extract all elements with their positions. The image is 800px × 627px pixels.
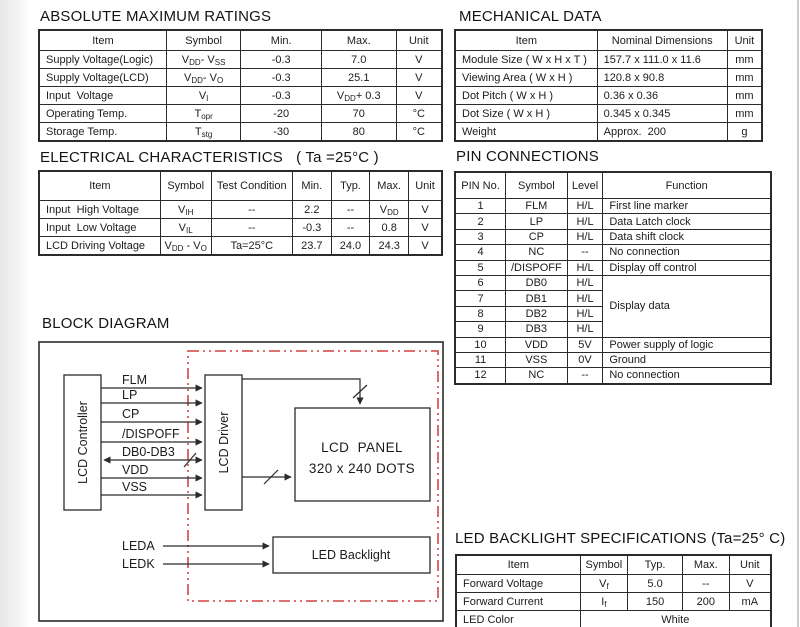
table-cell: -- [567, 245, 603, 260]
table-cell: Data shift clock [603, 229, 771, 244]
table-cell: First line marker [603, 199, 771, 214]
table-cell: -- [211, 219, 292, 237]
table-cell: 80 [321, 123, 396, 142]
pin-connections-table [454, 171, 772, 385]
column-header: Symbol [580, 555, 628, 575]
table-cell: 4 [455, 245, 506, 260]
table-cell: Ground [603, 352, 771, 367]
table-cell: Supply Voltage(Logic) [39, 51, 166, 69]
table-cell: $T_{opr}$ [166, 105, 241, 123]
mechanical-data-table [454, 29, 763, 142]
table-cell: 10 [455, 337, 506, 352]
section-title-pin-connections: PIN CONNECTIONS [456, 148, 600, 165]
table-cell: 11 [455, 352, 506, 367]
table-cell: Data Latch clock [603, 214, 771, 229]
table-cell: $V_{DD}-$ $V_O$ [166, 69, 241, 87]
table-cell: -0.3 [241, 69, 322, 87]
column-header: Level [567, 172, 603, 199]
table-row [455, 275, 771, 290]
table-row [455, 105, 762, 123]
block-diagram [38, 341, 444, 622]
table-cell: White [580, 611, 771, 627]
table-row [455, 199, 771, 214]
column-header: Min. [241, 30, 322, 51]
table-cell: V [409, 237, 442, 256]
table-cell: 70 [321, 105, 396, 123]
table-cell: 0.8 [370, 219, 409, 237]
led-backlight-specifications-table [455, 554, 772, 627]
table-row [455, 69, 762, 87]
table-cell: 6 [455, 275, 506, 290]
table-cell: Dot Pitch ( W x H ) [455, 87, 597, 105]
table-cell: Forward Voltage [456, 575, 580, 593]
table-cell: H/L [567, 260, 603, 275]
column-header: Nominal Dimensions [597, 30, 727, 51]
column-header: Unit [729, 555, 771, 575]
table-cell: DB1 [506, 291, 568, 306]
column-header: PIN No. [455, 172, 506, 199]
column-header: Symbol [166, 30, 241, 51]
table-cell: Dot Size ( W x H ) [455, 105, 597, 123]
table-row [455, 352, 771, 367]
table-cell: -- [567, 368, 603, 384]
signal-label-cp: CP [122, 407, 140, 421]
table-row [39, 237, 442, 256]
table-cell: NC [506, 368, 568, 384]
table-cell: -- [211, 201, 292, 219]
table-cell: Display off control [603, 260, 771, 275]
table-cell: $V_{IL}$ [160, 219, 211, 237]
column-header: Test Condition [211, 171, 292, 201]
table-cell: DB2 [506, 306, 568, 321]
table-cell: No connection [603, 368, 771, 384]
table-cell: LP [506, 214, 568, 229]
led-backlight-label: LED Backlight [311, 548, 391, 562]
column-header: Max. [682, 555, 729, 575]
table-cell: Approx. 200 [597, 123, 727, 142]
table-cell: Input High Voltage [39, 201, 160, 219]
signal-label-vdd: VDD [122, 463, 149, 477]
table-cell: mm [727, 87, 762, 105]
table-cell: 0.345 x 0.345 [597, 105, 727, 123]
table-cell: 120.8 x 90.8 [597, 69, 727, 87]
column-header: Symbol [160, 171, 211, 201]
scan-left-gutter [0, 0, 30, 627]
table-cell: FLM [506, 199, 568, 214]
table-cell: V [396, 51, 442, 69]
table-cell: Supply Voltage(LCD) [39, 69, 166, 87]
table-cell: 9 [455, 322, 506, 337]
table-cell: Storage Temp. [39, 123, 166, 142]
signal-label-flm: FLM [122, 373, 147, 387]
table-cell: H/L [567, 214, 603, 229]
table-cell: mA [729, 593, 771, 611]
module-outer-border [39, 342, 443, 621]
section-title-led-backlight-specifications: LED BACKLIGHT SPECIFICATIONS (Ta=25° C) [455, 530, 786, 547]
table-row [39, 123, 442, 142]
table-cell: °C [396, 123, 442, 142]
table-cell: $V_{DD}-$ $V_{SS}$ [166, 51, 241, 69]
table-cell: $V_{IH}$ [160, 201, 211, 219]
table-cell: 200 [682, 593, 729, 611]
table-cell: $V_{DD}+ 0.3$ [321, 87, 396, 105]
table-cell: 12 [455, 368, 506, 384]
table-cell: g [727, 123, 762, 142]
table-cell: /DISPOFF [506, 260, 568, 275]
column-header: Item [455, 30, 597, 51]
table-cell: Forward Current [456, 593, 580, 611]
table-cell: VSS [506, 352, 568, 367]
table-cell: 24.0 [331, 237, 370, 256]
column-header: Unit [396, 30, 442, 51]
table-row [39, 219, 442, 237]
column-header: Item [456, 555, 580, 575]
table-cell: 7.0 [321, 51, 396, 69]
table-cell: V [409, 201, 442, 219]
table-cell: $V_I$ [166, 87, 241, 105]
table-cell: 7 [455, 291, 506, 306]
column-header: Max. [370, 171, 409, 201]
table-cell: 23.7 [292, 237, 331, 256]
driver-to-panel-top-line [242, 379, 360, 404]
lcd-panel-label: LCD PANEL [321, 440, 403, 455]
table-cell: 1 [455, 199, 506, 214]
section-title-mechanical-data: MECHANICAL DATA [459, 8, 602, 25]
table-cell: V [409, 219, 442, 237]
table-row [455, 260, 771, 275]
column-header: Unit [727, 30, 762, 51]
table-cell: 0V [567, 352, 603, 367]
table-cell: mm [727, 105, 762, 123]
absolute-maximum-ratings-table [38, 29, 443, 142]
table-cell: V [729, 575, 771, 593]
table-cell: $T_{stg}$ [166, 123, 241, 142]
table-row [456, 575, 771, 593]
table-cell: Weight [455, 123, 597, 142]
table-cell: 3 [455, 229, 506, 244]
table-cell: 0.36 x 0.36 [597, 87, 727, 105]
signal-label-leda: LEDA [122, 539, 155, 553]
column-header: Symbol [506, 172, 568, 199]
electrical-characteristics-table [38, 170, 443, 256]
table-cell: °C [396, 105, 442, 123]
column-header: Min. [292, 171, 331, 201]
table-cell: Module Size ( W x H x T ) [455, 51, 597, 69]
table-cell: Display data [603, 275, 771, 337]
table-row [455, 123, 762, 142]
table-cell: Input Voltage [39, 87, 166, 105]
section-title-electrical-characteristics: ELECTRICAL CHARACTERISTICS ( Ta =25°C ) [40, 149, 379, 166]
column-header: Item [39, 171, 160, 201]
lcd-driver-label: LCD Driver [217, 411, 231, 474]
table-cell: $V_{DD} - V_O$ [160, 237, 211, 256]
table-cell: mm [727, 51, 762, 69]
table-cell: Input Low Voltage [39, 219, 160, 237]
table-cell: Viewing Area ( W x H ) [455, 69, 597, 87]
table-cell: 25.1 [321, 69, 396, 87]
column-header: Typ. [628, 555, 683, 575]
signal-label-vss: VSS [122, 480, 148, 494]
signal-label-lp: LP [122, 388, 138, 402]
table-row [455, 368, 771, 384]
table-cell: V [396, 69, 442, 87]
table-row [39, 201, 442, 219]
table-cell: 5 [455, 260, 506, 275]
table-cell: 5.0 [628, 575, 683, 593]
column-header: Typ. [331, 171, 370, 201]
section-title-absolute-maximum-ratings: ABSOLUTE MAXIMUM RATINGS [40, 8, 272, 25]
table-row [455, 87, 762, 105]
signal-label-dispoff: /DISPOFF [122, 427, 180, 441]
table-cell: $V_{DD}$ [370, 201, 409, 219]
table-cell: Ta=25°C [211, 237, 292, 256]
table-cell: 8 [455, 306, 506, 321]
lcd-controller-label: LCD Controller [76, 401, 90, 484]
table-cell: -- [682, 575, 729, 593]
table-cell: H/L [567, 275, 603, 290]
table-row [455, 337, 771, 352]
table-cell: -0.3 [241, 87, 322, 105]
table-cell: -- [331, 219, 370, 237]
table-cell: H/L [567, 322, 603, 337]
table-cell: mm [727, 69, 762, 87]
table-cell: No connection [603, 245, 771, 260]
table-row [455, 214, 771, 229]
table-cell: LED Color [456, 611, 580, 627]
table-row [39, 69, 442, 87]
table-cell: H/L [567, 306, 603, 321]
signal-label-ledk: LEDK [122, 557, 155, 571]
table-row [455, 229, 771, 244]
table-cell: -- [331, 201, 370, 219]
lcd-panel-resolution: 320 x 240 DOTS [308, 461, 416, 476]
section-title-block-diagram: BLOCK DIAGRAM [42, 315, 170, 332]
table-cell: 157.7 x 111.0 x 11.6 [597, 51, 727, 69]
table-cell: 150 [628, 593, 683, 611]
table-cell: V [396, 87, 442, 105]
table-cell: -20 [241, 105, 322, 123]
table-row [39, 51, 442, 69]
table-cell: 2 [455, 214, 506, 229]
table-cell: $I_f$ [580, 593, 628, 611]
scan-right-edge [797, 0, 799, 627]
table-row [455, 51, 762, 69]
table-cell: VDD [506, 337, 568, 352]
table-cell: H/L [567, 291, 603, 306]
table-cell: 24.3 [370, 237, 409, 256]
table-cell: Power supply of logic [603, 337, 771, 352]
table-row [456, 611, 771, 627]
column-header: Unit [409, 171, 442, 201]
column-header: Function [603, 172, 771, 199]
table-cell: Operating Temp. [39, 105, 166, 123]
table-cell: H/L [567, 199, 603, 214]
table-cell: -0.3 [241, 51, 322, 69]
table-cell: H/L [567, 229, 603, 244]
column-header: Max. [321, 30, 396, 51]
table-cell: DB0 [506, 275, 568, 290]
table-row [456, 593, 771, 611]
table-cell: $V_f$ [580, 575, 628, 593]
table-row [455, 245, 771, 260]
table-cell: NC [506, 245, 568, 260]
table-cell: LCD Driving Voltage [39, 237, 160, 256]
table-cell: CP [506, 229, 568, 244]
column-header: Item [39, 30, 166, 51]
signal-label-db0-db3: DB0-DB3 [122, 445, 175, 459]
table-cell: -0.3 [292, 219, 331, 237]
table-cell: 5V [567, 337, 603, 352]
table-row [39, 87, 442, 105]
table-cell: DB3 [506, 322, 568, 337]
table-row [39, 105, 442, 123]
table-cell: -30 [241, 123, 322, 142]
table-cell: 2.2 [292, 201, 331, 219]
